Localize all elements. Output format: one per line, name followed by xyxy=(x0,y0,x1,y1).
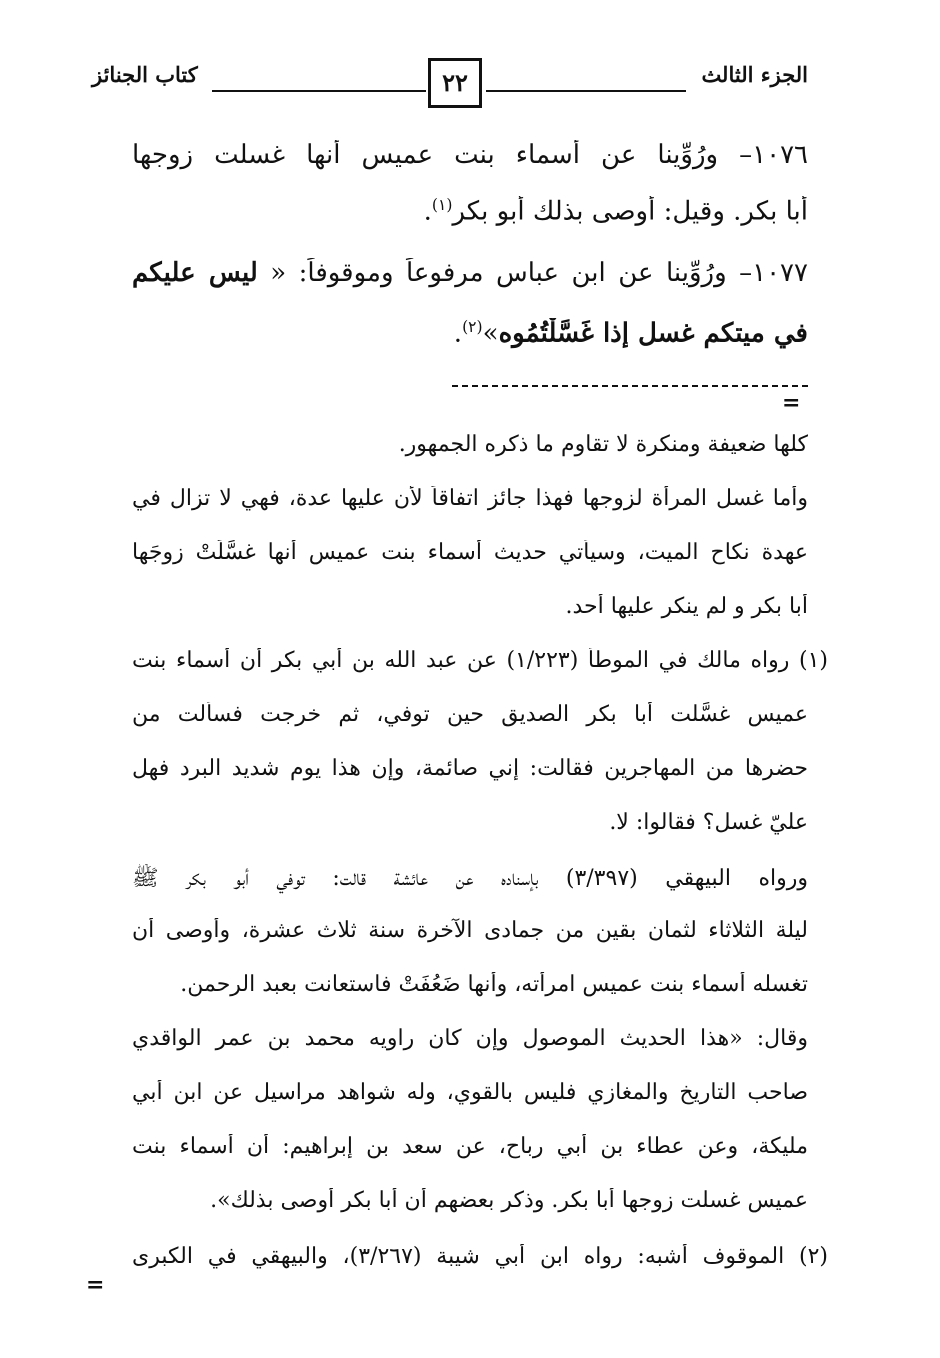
footnote-line: وأما غسل المرأة لزوجها فهذا جائز اتفاقاً لأن عليها عدة، فهي لا تزال في xyxy=(132,486,808,511)
footnote-1-line: عميس غسَّلت أبا بكر الصديق حين توفي، ثم خرجت فسألت من xyxy=(132,702,808,727)
footnote-1-line: ورواه البيهقي (٣/٣٩٧) بإسناده عن عائشة قالت: توفي أبو بكر ﷺ xyxy=(132,866,808,891)
footnote-ref: (١) xyxy=(431,196,453,214)
footnote-1-line: عليّ غسل؟ فقالوا: لا. xyxy=(609,810,808,835)
main-line-4: في ميتكم غسل إذا غَسَّلْتُمُوه»$^{(٢)}$. xyxy=(453,318,808,349)
footnote-separator xyxy=(452,385,808,387)
footnote-1-line: حضرها من المهاجرين فقالت: إني صائمة، وإن هذا يوم شديد البرد فهل xyxy=(132,756,808,781)
footnote-1-line: عميس غسلت زوجها أبا بكر. وذكر بعضهم أن أبا بكر أوصى بذلك». xyxy=(210,1188,808,1213)
footnote-1-line: ليلة الثلاثاء لثمان بقين من جمادى الآخرة سنة ثلاث عشرة، وأوصى أن xyxy=(132,918,808,943)
page-number: ٢٢ xyxy=(428,58,482,108)
header-rule-left xyxy=(212,90,426,92)
main-line-2: أبا بكر. وقيل: أوصى بذلك أبو بكر$^{(١)}$. xyxy=(423,196,808,227)
main-line-1: ١٠٧٦– ورُوِّينا عن أسماء بنت عميس أنها غسلت زوجها xyxy=(132,140,808,170)
running-header-part: الجزء الثالث xyxy=(701,62,808,87)
footnote-2-line: (٢) الموقوف أشبه: رواه ابن أبي شيبة (٣/٢٦٧)، والبيهقي في الكبرى xyxy=(132,1244,828,1269)
footnote-line: كلها ضعيفة ومنكرة لا تقاوم ما ذكره الجمهور. xyxy=(398,432,808,457)
footnote-1-line: صاحب التاريخ والمغازي فليس بالقوي، وله شواهد مراسيل عن ابن أبي xyxy=(132,1080,808,1105)
continuation-mark-bottom: = xyxy=(86,1272,105,1298)
hadith-number: ١٠٧٧ xyxy=(752,258,808,288)
footnote-ref: (٢) xyxy=(462,318,483,336)
footnote-line: أبا بكر و لم ينكر عليها أحد. xyxy=(565,594,808,619)
continuation-mark: = xyxy=(782,390,801,416)
hadith-number: ١٠٧٦ xyxy=(752,140,808,170)
footnote-line: عهدة نكاح الميت، وسيأتي حديث أسماء بنت عميس أنها غسَّلَتْ زوجَها xyxy=(132,540,808,565)
running-header-book: كتاب الجنائز xyxy=(92,62,198,87)
footnote-1-line: وقال: «هذا الحديث الموصول وإن كان راويه محمد بن عمر الواقدي xyxy=(132,1026,808,1051)
footnote-1-line: تغسله أسماء بنت عميس امرأته، وأنها ضَعُفَتْ فاستعانت بعبد الرحمن. xyxy=(180,972,808,997)
footnote-1-line: مليكة، وعن عطاء بن أبي رباح، عن سعد بن إبراهيم: أن أسماء بنت xyxy=(132,1134,808,1159)
header-rule-right xyxy=(486,90,686,92)
footnote-1-line: (١) رواه مالك في الموطأ (١/٢٢٣) عن عبد الله بن أبي بكر أن أسماء بنت xyxy=(132,648,828,673)
main-line-3: ١٠٧٧– ورُوِّينا عن ابن عباس مرفوعاً وموقوفاً: « ليس عليكم xyxy=(132,258,808,288)
